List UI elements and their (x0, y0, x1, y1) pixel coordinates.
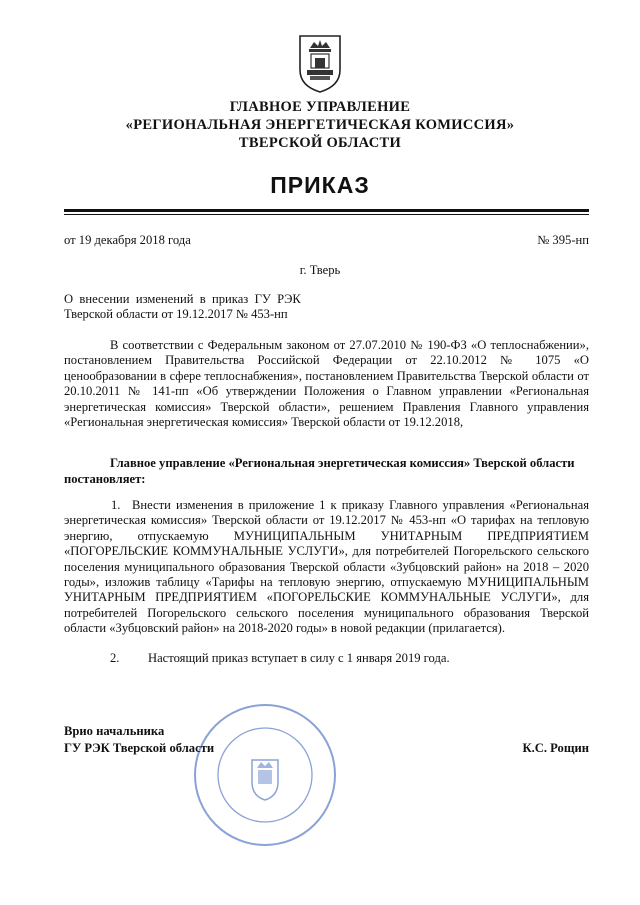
item-1-text: Внести изменения в приложение 1 к приказу Главного управления «Региональная энергетическая комиссия» Тверской области от 19.12.2017 № 453-нп «О тарифах на тепловую энергию, отпускаемую МУНИЦИПАЛЬНЫМ УНИТАРНЫМ ПРЕДПРИЯТИЕМ «ПОГОРЕЛЬСКИЕ КОММУНАЛЬНЫЕ УСЛУГИ», для потребителей Погорельского сельского поселения муниципального образования Тверской области «Зубцовский район» на 2018 – 2020 годы», изложив таблицу «Тарифы на тепловую энергию, отпускаемую МУНИЦИПАЛЬНЫМ УНИТАРНЫМ ПРЕДПРИЯТИЕМ «ПОГОРЕЛЬСКИЕ КОММУНАЛЬНЫЕ УСЛУГИ», для потребителей Погорельского сельского поселения муниципального образования Тверской области «Зубцовский район» на 2018-2020 годы» в новой редакции (прилагается). (64, 498, 589, 636)
item-1-number: 1. (111, 498, 121, 512)
header-divider-thick (64, 209, 589, 212)
org-name-line2: «РЕГИОНАЛЬНАЯ ЭНЕРГЕТИЧЕСКАЯ КОМИССИЯ» (125, 117, 515, 133)
header-divider-thin (64, 214, 589, 215)
signatory-position-line1: Врио начальника (64, 724, 165, 738)
signatory-position-line2: ГУ РЭК Тверской области (64, 741, 215, 755)
decree-line-2: постановляет: (64, 472, 146, 486)
official-round-stamp (190, 700, 340, 850)
document-number: № 395-нп (537, 233, 589, 247)
item-2-text: Настоящий приказ вступает в силу с 1 января 2019 года. (148, 651, 450, 665)
subject-line-2: Тверской области от 19.12.2017 № 453-нп (64, 307, 288, 322)
document-city: г. Тверь (299, 263, 341, 277)
signatory-name: К.С. Рощин (522, 741, 589, 755)
item-1-paragraph (64, 498, 589, 637)
org-name-line3: ТВЕРСКОЙ ОБЛАСТИ (238, 135, 402, 151)
item-2-number: 2. (110, 651, 120, 665)
preamble-paragraph: В соответствии с Федеральным законом от 27.07.2010 № 190-ФЗ «О теплоснабжении», постановлением Правительства Российской Федерации от 22.10.2012 № 1075 «О ценообразовании в сфере теплоснабжения», постановлением Правительства Тверской области от 20.10.2011 № 141-пп «Об утверждении Положения о Главном управлении «Региональная энергетическая комиссия» Тверской области», решением Правления Главного управления «Региональная энергетическая комиссия» Тверской области от 19.12.2018, (64, 338, 589, 430)
document-date: от 19 декабря 2018 года (64, 233, 191, 247)
document-subject (64, 292, 364, 323)
org-name-line1: ГЛАВНОЕ УПРАВЛЕНИЕ (229, 99, 411, 115)
tver-coat-of-arms-emblem (296, 34, 344, 94)
document-title: ПРИКАЗ (270, 172, 370, 198)
decree-line-1: Главное управление «Региональная энергетическая комиссия» Тверской области (110, 456, 575, 470)
subject-line-1: О внесении изменений в приказ ГУ РЭК (64, 292, 301, 306)
